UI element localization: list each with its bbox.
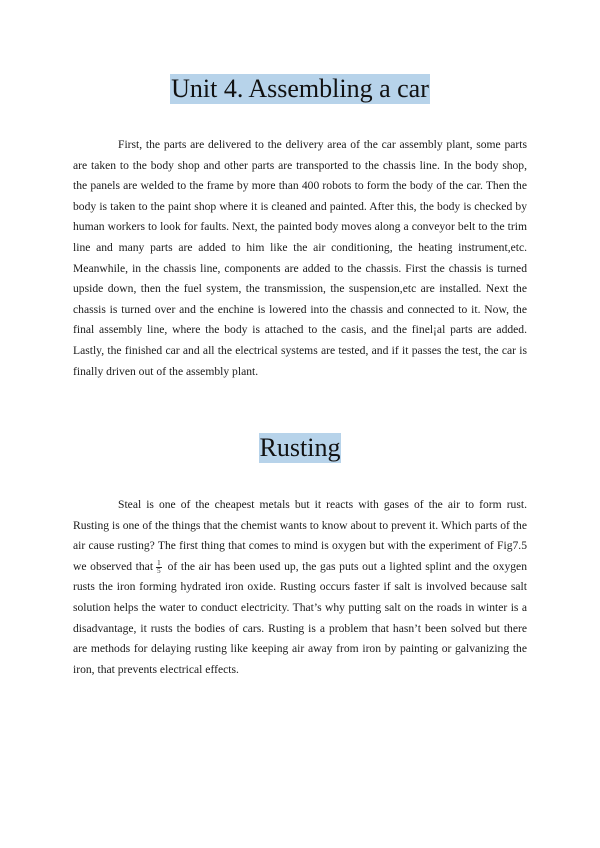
fraction-denominator: 5 <box>157 566 161 575</box>
fraction-one-fifth <box>156 560 162 575</box>
rusting-title: Rusting <box>259 433 341 462</box>
rusting-heading-wrap <box>0 433 600 463</box>
unit4-heading-wrap <box>0 74 600 104</box>
rusting-paragraph <box>73 495 527 680</box>
fraction-numerator: 1 <box>157 558 161 567</box>
rusting-paragraph-part1: Steal is one of the cheapest metals but it reacts with gases of the air to form rust. Rusting is one of the things that the chemist wants to know about to prevent it. Which parts of the air cause rusting? The first thing that comes to mind is oxygen but with the experiment of Fig7.5 we observed that <box>73 498 527 573</box>
rusting-paragraph-part2: of the air has been used up, the gas puts out a lighted splint and the oxygen rusts the iron forming hydrated iron oxide. Rusting occurs faster if salt is involved because salt solution helps the water to conduct electricity. That’s why putting salt on the roads in winter is a disadvantage, it rusts the bodies of cars. Rusting is a problem that hasn’t been solved but there are methods for delaying rusting like keeping air away from iron by painting or galvanizing the iron, that prevents electrical effects. <box>73 559 527 676</box>
unit4-title: Unit 4. Assembling a car <box>171 74 429 103</box>
unit4-paragraph: First, the parts are delivered to the delivery area of the car assembly plant, some parts are taken to the body shop and other parts are transported to the chassis line. In the body shop, the panels are welded to the frame by more than 400 robots to form the body of the car. Then the body is taken to the paint shop where it is cleaned and painted. After this, the body is checked by human workers to look for faults. Next, the painted body moves along a conveyor belt to the trim line and many parts are added to him like the air conditioning, the heating instrument,etc. Meanwhile, in the chassis line, components are added to the chassis. First the chassis is turned upside down, then the fuel system, the transmission, the suspension,etc are installed. Next the chassis is turned over and the enchine is lowered into the chassis and connected to it. Now, the final assembly line, where the body is attached to the casis, and the finel¡al parts are added. Lastly, the finished car and all the electrical systems are tested, and if it passes the test, the car is finally driven out of the assembly plant. <box>73 138 527 378</box>
